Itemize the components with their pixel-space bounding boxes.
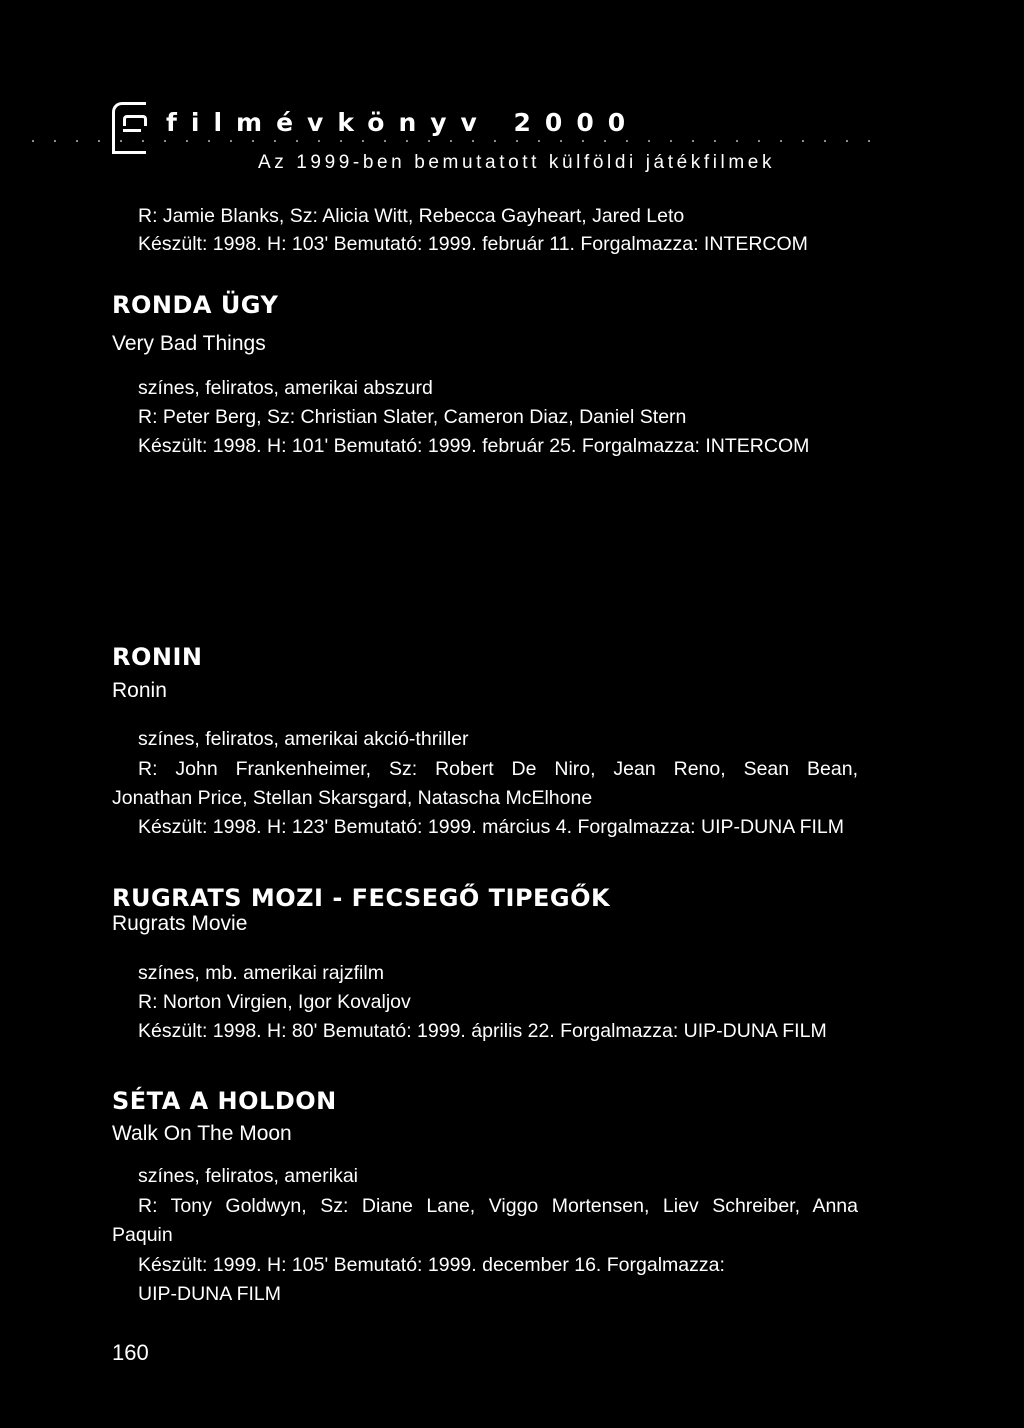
film-original-title: Rugrats Movie: [112, 912, 248, 935]
film-release-continued: UIP-DUNA FILM: [138, 1283, 282, 1305]
prev-entry-credits: R: Jamie Blanks, Sz: Alicia Witt, Rebecca Gayheart, Jared Leto: [138, 205, 685, 227]
page-header: [112, 100, 872, 180]
film-release: Készült: 1998. H: 80' Bemutató: 1999. április 22. Forgalmazza: UIP-DUNA FILM: [138, 1020, 827, 1042]
film-release: Készült: 1998. H: 101' Bemutató: 1999. február 25. Forgalmazza: INTERCOM: [138, 435, 810, 457]
film-release: Készült: 1998. H: 123' Bemutató: 1999. március 4. Forgalmazza: UIP-DUNA FILM: [138, 816, 845, 838]
film-original-title: Walk On The Moon: [112, 1122, 292, 1145]
film-original-title: Very Bad Things: [112, 332, 266, 355]
filmevkonyv-logo-icon: [112, 102, 146, 154]
film-credits-continued: Paquin: [112, 1224, 173, 1246]
film-credits: R: Norton Virgien, Igor Kovaljov: [138, 991, 411, 1013]
film-genre: színes, feliratos, amerikai akció-thriller: [138, 728, 469, 750]
prev-entry-release: Készült: 1998. H: 103' Bemutató: 1999. február 11. Forgalmazza: INTERCOM: [138, 233, 808, 255]
film-genre: színes, feliratos, amerikai abszurd: [138, 377, 433, 399]
film-title: RONDA ÜGY: [112, 291, 279, 319]
film-release: Készült: 1999. H: 105' Bemutató: 1999. december 16. Forgalmazza:: [138, 1254, 725, 1276]
publication-title: filmévkönyv 2000: [166, 108, 640, 137]
film-credits-continued: Jonathan Price, Stellan Skarsgard, Natascha McElhone: [112, 787, 593, 809]
film-title: SÉTA A HOLDON: [112, 1087, 337, 1115]
film-genre: színes, feliratos, amerikai: [138, 1165, 358, 1187]
film-credits: R: Tony Goldwyn, Sz: Diane Lane, Viggo Mortensen, Liev Schreiber, Anna: [138, 1195, 858, 1217]
header-dotted-rule: [32, 140, 872, 142]
film-credits: R: Peter Berg, Sz: Christian Slater, Cameron Diaz, Daniel Stern: [138, 406, 687, 428]
film-title: RONIN: [112, 643, 203, 671]
film-title: RUGRATS MOZI - FECSEGŐ TIPEGŐK: [112, 884, 611, 912]
publication-subtitle: Az 1999-ben bemutatott külföldi játékfilmek: [258, 152, 776, 173]
page-number: 160: [112, 1340, 149, 1365]
film-genre: színes, mb. amerikai rajzfilm: [138, 962, 384, 984]
film-credits: R: John Frankenheimer, Sz: Robert De Niro, Jean Reno, Sean Bean,: [138, 758, 858, 780]
film-original-title: Ronin: [112, 679, 167, 702]
